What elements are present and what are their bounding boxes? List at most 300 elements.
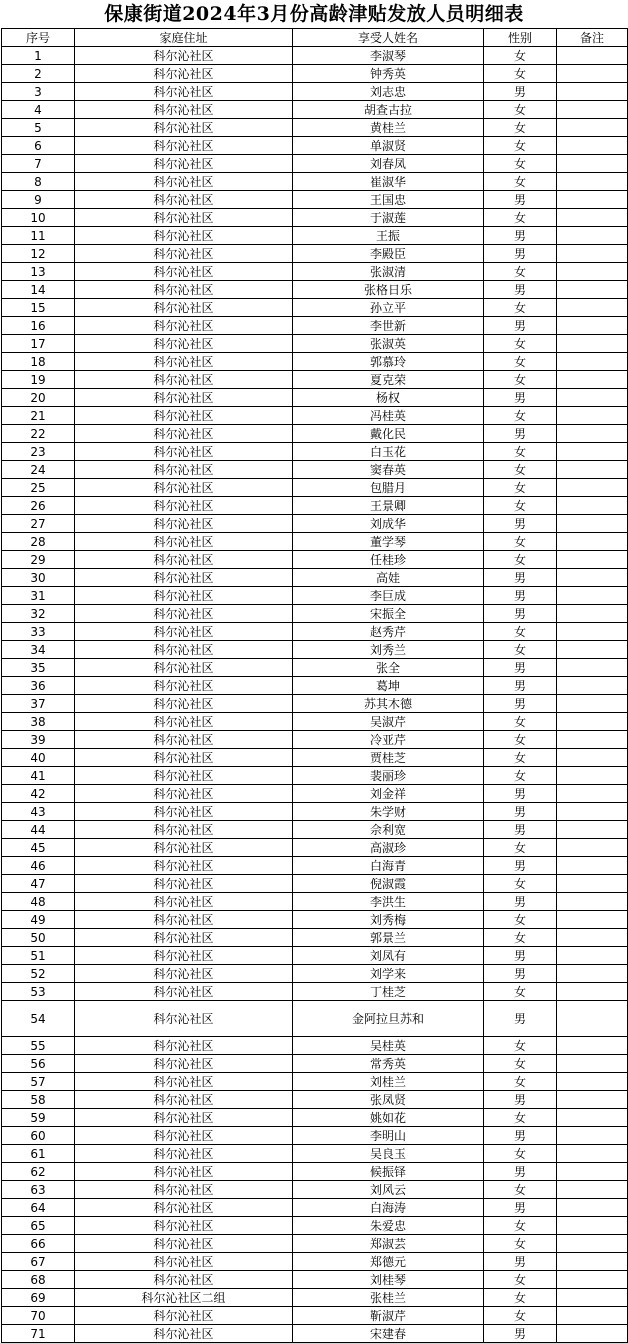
table-header-row [2, 29, 628, 47]
cell-address: 科尔沁社区 [75, 1001, 293, 1037]
cell-name: 刘秀兰 [293, 641, 484, 659]
cell-remark [557, 533, 628, 551]
cell-address: 科尔沁社区 [75, 749, 293, 767]
cell-remark [557, 119, 628, 137]
cell-name: 吴良玉 [293, 1145, 484, 1163]
cell-address: 科尔沁社区 [75, 515, 293, 533]
cell-address: 科尔沁社区 [75, 965, 293, 983]
cell-address: 科尔沁社区 [75, 551, 293, 569]
table-row [2, 119, 628, 137]
cell-address: 科尔沁社区 [75, 533, 293, 551]
cell-index: 9 [2, 191, 75, 209]
table-row [2, 191, 628, 209]
table-row [2, 821, 628, 839]
cell-name: 高淑珍 [293, 839, 484, 857]
cell-gender: 男 [484, 191, 557, 209]
table-row [2, 713, 628, 731]
cell-name: 董学琴 [293, 533, 484, 551]
table-row [2, 569, 628, 587]
cell-gender: 女 [484, 119, 557, 137]
cell-index: 1 [2, 47, 75, 65]
cell-remark [557, 263, 628, 281]
cell-address: 科尔沁社区 [75, 101, 293, 119]
cell-remark [557, 587, 628, 605]
table-row [2, 263, 628, 281]
cell-index: 13 [2, 263, 75, 281]
cell-address: 科尔沁社区 [75, 1307, 293, 1325]
cell-index: 43 [2, 803, 75, 821]
cell-address: 科尔沁社区 [75, 1127, 293, 1145]
table-row [2, 173, 628, 191]
cell-index: 2 [2, 65, 75, 83]
cell-name: 郑淑芸 [293, 1235, 484, 1253]
table-row [2, 551, 628, 569]
cell-name: 李巨成 [293, 587, 484, 605]
cell-name: 宋建春 [293, 1325, 484, 1343]
cell-name: 王景卿 [293, 497, 484, 515]
cell-gender: 女 [484, 875, 557, 893]
cell-gender: 女 [484, 1307, 557, 1325]
cell-index: 4 [2, 101, 75, 119]
cell-gender: 男 [484, 821, 557, 839]
cell-address: 科尔沁社区 [75, 1181, 293, 1199]
table-row [2, 659, 628, 677]
cell-remark [557, 83, 628, 101]
cell-remark [557, 1055, 628, 1073]
cell-index: 58 [2, 1091, 75, 1109]
cell-remark [557, 1001, 628, 1037]
cell-index: 10 [2, 209, 75, 227]
cell-index: 12 [2, 245, 75, 263]
cell-gender: 女 [484, 551, 557, 569]
cell-address: 科尔沁社区 [75, 371, 293, 389]
cell-remark [557, 101, 628, 119]
cell-index: 53 [2, 983, 75, 1001]
table-row [2, 677, 628, 695]
cell-gender: 男 [484, 425, 557, 443]
table-row [2, 209, 628, 227]
cell-gender: 女 [484, 641, 557, 659]
cell-address: 科尔沁社区 [75, 209, 293, 227]
table-row [2, 1289, 628, 1307]
cell-gender: 男 [484, 893, 557, 911]
cell-index: 64 [2, 1199, 75, 1217]
cell-gender: 女 [484, 1145, 557, 1163]
cell-gender: 女 [484, 479, 557, 497]
cell-address: 科尔沁社区 [75, 191, 293, 209]
cell-address: 科尔沁社区 [75, 641, 293, 659]
cell-address: 科尔沁社区 [75, 569, 293, 587]
cell-index: 41 [2, 767, 75, 785]
cell-index: 21 [2, 407, 75, 425]
cell-name: 白海青 [293, 857, 484, 875]
header-address: 家庭住址 [75, 29, 293, 47]
cell-index: 16 [2, 317, 75, 335]
cell-address: 科尔沁社区 [75, 785, 293, 803]
cell-address: 科尔沁社区 [75, 1037, 293, 1055]
cell-index: 49 [2, 911, 75, 929]
cell-name: 郭景兰 [293, 929, 484, 947]
cell-address: 科尔沁社区 [75, 263, 293, 281]
cell-remark [557, 749, 628, 767]
cell-name: 单淑贤 [293, 137, 484, 155]
cell-address: 科尔沁社区 [75, 947, 293, 965]
cell-name: 郑德元 [293, 1253, 484, 1271]
table-row [2, 1127, 628, 1145]
cell-gender: 男 [484, 227, 557, 245]
table-row [2, 731, 628, 749]
cell-remark [557, 245, 628, 263]
cell-index: 55 [2, 1037, 75, 1055]
table-row [2, 389, 628, 407]
cell-address: 科尔沁社区 [75, 227, 293, 245]
cell-index: 29 [2, 551, 75, 569]
cell-gender: 女 [484, 1037, 557, 1055]
cell-remark [557, 569, 628, 587]
table-row [2, 425, 628, 443]
cell-index: 51 [2, 947, 75, 965]
cell-remark [557, 875, 628, 893]
cell-address: 科尔沁社区 [75, 1271, 293, 1289]
cell-remark [557, 947, 628, 965]
cell-remark [557, 425, 628, 443]
cell-index: 52 [2, 965, 75, 983]
table-row [2, 515, 628, 533]
cell-address: 科尔沁社区 [75, 497, 293, 515]
cell-remark [557, 1289, 628, 1307]
cell-remark [557, 317, 628, 335]
cell-gender: 女 [484, 911, 557, 929]
cell-index: 68 [2, 1271, 75, 1289]
cell-name: 倪淑霞 [293, 875, 484, 893]
cell-name: 钟秀英 [293, 65, 484, 83]
cell-gender: 女 [484, 263, 557, 281]
table-row [2, 137, 628, 155]
cell-address: 科尔沁社区 [75, 875, 293, 893]
cell-name: 刘志忠 [293, 83, 484, 101]
cell-address: 科尔沁社区 [75, 1235, 293, 1253]
cell-remark [557, 371, 628, 389]
cell-address: 科尔沁社区 [75, 1163, 293, 1181]
table-row [2, 335, 628, 353]
cell-remark [557, 821, 628, 839]
cell-gender: 女 [484, 713, 557, 731]
cell-name: 于淑莲 [293, 209, 484, 227]
cell-name: 王振 [293, 227, 484, 245]
cell-name: 李淑琴 [293, 47, 484, 65]
cell-remark [557, 353, 628, 371]
cell-index: 54 [2, 1001, 75, 1037]
table-row [2, 1055, 628, 1073]
cell-name: 李世新 [293, 317, 484, 335]
cell-remark [557, 785, 628, 803]
cell-address: 科尔沁社区 [75, 155, 293, 173]
page-title: 保康街道2024年3月份高龄津贴发放人员明细表 [104, 3, 524, 25]
table-row [2, 281, 628, 299]
cell-gender: 女 [484, 407, 557, 425]
cell-index: 23 [2, 443, 75, 461]
cell-address: 科尔沁社区 [75, 299, 293, 317]
cell-name: 杨权 [293, 389, 484, 407]
cell-gender: 男 [484, 389, 557, 407]
cell-name: 郭慕玲 [293, 353, 484, 371]
cell-address: 科尔沁社区 [75, 173, 293, 191]
cell-index: 30 [2, 569, 75, 587]
cell-gender: 女 [484, 983, 557, 1001]
cell-name: 常秀英 [293, 1055, 484, 1073]
cell-address: 科尔沁社区 [75, 443, 293, 461]
header-remark: 备注 [557, 29, 628, 47]
cell-name: 刘成华 [293, 515, 484, 533]
cell-index: 26 [2, 497, 75, 515]
cell-address: 科尔沁社区 [75, 821, 293, 839]
cell-name: 高娃 [293, 569, 484, 587]
cell-address: 科尔沁社区 [75, 731, 293, 749]
table-row [2, 641, 628, 659]
cell-remark [557, 65, 628, 83]
table-row [2, 947, 628, 965]
table-row [2, 1271, 628, 1289]
cell-index: 57 [2, 1073, 75, 1091]
table-row [2, 875, 628, 893]
cell-index: 56 [2, 1055, 75, 1073]
table-row [2, 1073, 628, 1091]
cell-gender: 男 [484, 965, 557, 983]
cell-address: 科尔沁社区 [75, 1325, 293, 1343]
table-body [2, 47, 628, 1343]
cell-gender: 男 [484, 1127, 557, 1145]
cell-remark [557, 227, 628, 245]
cell-remark [557, 965, 628, 983]
cell-gender: 男 [484, 803, 557, 821]
cell-remark [557, 731, 628, 749]
cell-address: 科尔沁社区 [75, 983, 293, 1001]
cell-index: 48 [2, 893, 75, 911]
cell-index: 7 [2, 155, 75, 173]
table-row [2, 767, 628, 785]
table-row [2, 695, 628, 713]
cell-address: 科尔沁社区 [75, 893, 293, 911]
table-row [2, 1307, 628, 1325]
cell-name: 葛坤 [293, 677, 484, 695]
cell-index: 66 [2, 1235, 75, 1253]
cell-address: 科尔沁社区 [75, 1217, 293, 1235]
cell-remark [557, 983, 628, 1001]
cell-name: 张格日乐 [293, 281, 484, 299]
cell-remark [557, 1217, 628, 1235]
cell-index: 61 [2, 1145, 75, 1163]
table-row [2, 155, 628, 173]
cell-index: 62 [2, 1163, 75, 1181]
cell-remark [557, 515, 628, 533]
cell-remark [557, 1145, 628, 1163]
cell-remark [557, 677, 628, 695]
table-row [2, 1091, 628, 1109]
cell-gender: 女 [484, 461, 557, 479]
cell-index: 19 [2, 371, 75, 389]
cell-name: 夏克荣 [293, 371, 484, 389]
cell-address: 科尔沁社区 [75, 65, 293, 83]
cell-gender: 女 [484, 1055, 557, 1073]
table-row [2, 623, 628, 641]
cell-name: 姚如花 [293, 1109, 484, 1127]
table-row [2, 1145, 628, 1163]
cell-index: 59 [2, 1109, 75, 1127]
cell-index: 50 [2, 929, 75, 947]
cell-index: 67 [2, 1253, 75, 1271]
cell-address: 科尔沁社区 [75, 425, 293, 443]
cell-index: 31 [2, 587, 75, 605]
table-row [2, 587, 628, 605]
cell-gender: 女 [484, 929, 557, 947]
cell-name: 窦春英 [293, 461, 484, 479]
cell-address: 科尔沁社区 [75, 47, 293, 65]
cell-index: 40 [2, 749, 75, 767]
cell-name: 刘桂琴 [293, 1271, 484, 1289]
cell-gender: 女 [484, 533, 557, 551]
cell-address: 科尔沁社区 [75, 587, 293, 605]
cell-gender: 男 [484, 317, 557, 335]
cell-remark [557, 281, 628, 299]
cell-remark [557, 857, 628, 875]
cell-address: 科尔沁社区 [75, 281, 293, 299]
cell-remark [557, 1325, 628, 1343]
cell-gender: 女 [484, 47, 557, 65]
cell-index: 11 [2, 227, 75, 245]
cell-gender: 男 [484, 1163, 557, 1181]
cell-gender: 男 [484, 587, 557, 605]
cell-name: 李明山 [293, 1127, 484, 1145]
cell-name: 张凤贤 [293, 1091, 484, 1109]
cell-address: 科尔沁社区 [75, 839, 293, 857]
cell-address: 科尔沁社区 [75, 659, 293, 677]
table-row [2, 1181, 628, 1199]
cell-remark [557, 911, 628, 929]
cell-gender: 女 [484, 839, 557, 857]
cell-index: 65 [2, 1217, 75, 1235]
cell-gender: 女 [484, 1217, 557, 1235]
cell-index: 39 [2, 731, 75, 749]
cell-gender: 女 [484, 173, 557, 191]
table-row [2, 893, 628, 911]
table-row [2, 605, 628, 623]
cell-name: 李殿臣 [293, 245, 484, 263]
cell-remark [557, 155, 628, 173]
cell-index: 60 [2, 1127, 75, 1145]
cell-index: 18 [2, 353, 75, 371]
cell-gender: 男 [484, 785, 557, 803]
table-row [2, 1163, 628, 1181]
cell-name: 佘利宽 [293, 821, 484, 839]
cell-address: 科尔沁社区 [75, 335, 293, 353]
cell-gender: 女 [484, 137, 557, 155]
header-name: 享受人姓名 [293, 29, 484, 47]
cell-name: 包腊月 [293, 479, 484, 497]
cell-remark [557, 47, 628, 65]
cell-gender: 男 [484, 281, 557, 299]
cell-gender: 女 [484, 443, 557, 461]
cell-index: 22 [2, 425, 75, 443]
cell-name: 张淑英 [293, 335, 484, 353]
cell-remark [557, 695, 628, 713]
cell-remark [557, 1307, 628, 1325]
cell-remark [557, 137, 628, 155]
table-row [2, 785, 628, 803]
cell-address: 科尔沁社区 [75, 1145, 293, 1163]
cell-remark [557, 299, 628, 317]
cell-remark [557, 209, 628, 227]
cell-index: 35 [2, 659, 75, 677]
cell-index: 14 [2, 281, 75, 299]
table-row [2, 1037, 628, 1055]
table-row [2, 245, 628, 263]
table-row [2, 101, 628, 119]
cell-name: 丁桂芝 [293, 983, 484, 1001]
table-row [2, 1109, 628, 1127]
cell-index: 15 [2, 299, 75, 317]
cell-remark [557, 443, 628, 461]
cell-address: 科尔沁社区 [75, 1109, 293, 1127]
cell-gender: 男 [484, 1199, 557, 1217]
cell-index: 69 [2, 1289, 75, 1307]
cell-address: 科尔沁社区 [75, 803, 293, 821]
table-row [2, 83, 628, 101]
header-gender: 性别 [484, 29, 557, 47]
cell-index: 27 [2, 515, 75, 533]
cell-gender: 男 [484, 947, 557, 965]
cell-address: 科尔沁社区 [75, 1091, 293, 1109]
cell-remark [557, 173, 628, 191]
cell-remark [557, 641, 628, 659]
cell-remark [557, 335, 628, 353]
cell-gender: 男 [484, 245, 557, 263]
cell-gender: 女 [484, 1235, 557, 1253]
cell-name: 白海涛 [293, 1199, 484, 1217]
cell-name: 冯桂英 [293, 407, 484, 425]
cell-address: 科尔沁社区 [75, 119, 293, 137]
cell-index: 38 [2, 713, 75, 731]
cell-index: 33 [2, 623, 75, 641]
table-row [2, 911, 628, 929]
cell-remark [557, 623, 628, 641]
cell-remark [557, 1091, 628, 1109]
cell-index: 6 [2, 137, 75, 155]
cell-gender: 女 [484, 1181, 557, 1199]
cell-index: 47 [2, 875, 75, 893]
cell-name: 刘凤有 [293, 947, 484, 965]
cell-address: 科尔沁社区 [75, 353, 293, 371]
cell-name: 张桂兰 [293, 1289, 484, 1307]
cell-remark [557, 1127, 628, 1145]
cell-address: 科尔沁社区 [75, 245, 293, 263]
table-row [2, 407, 628, 425]
cell-name: 贾桂芝 [293, 749, 484, 767]
cell-index: 42 [2, 785, 75, 803]
cell-gender: 女 [484, 353, 557, 371]
cell-remark [557, 1037, 628, 1055]
cell-name: 吴淑芹 [293, 713, 484, 731]
cell-gender: 男 [484, 515, 557, 533]
cell-remark [557, 479, 628, 497]
cell-index: 44 [2, 821, 75, 839]
cell-index: 36 [2, 677, 75, 695]
cell-gender: 男 [484, 605, 557, 623]
cell-index: 24 [2, 461, 75, 479]
subsidy-table [1, 28, 628, 1343]
cell-name: 黄桂兰 [293, 119, 484, 137]
cell-name: 张全 [293, 659, 484, 677]
cell-remark [557, 1073, 628, 1091]
